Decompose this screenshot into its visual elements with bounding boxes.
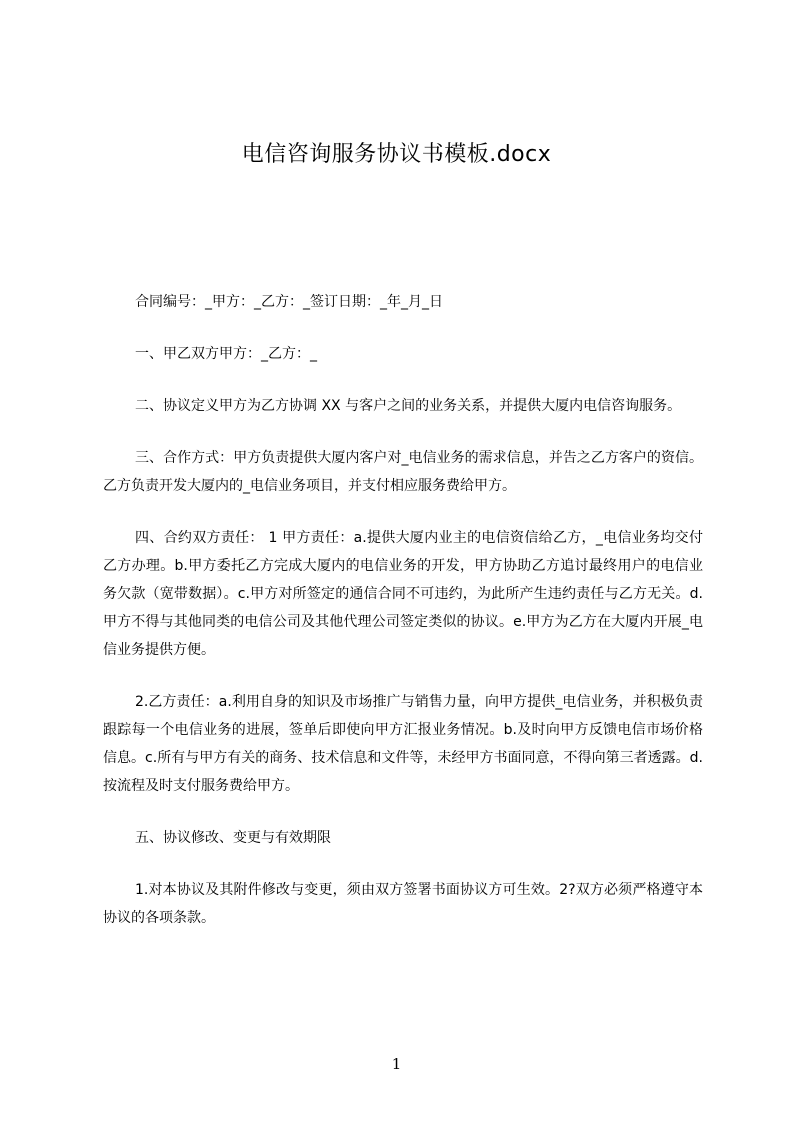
document-body bbox=[103, 288, 703, 956]
definition-paragraph: 二、协议定义甲方为乙方协调 XX 与客户之间的业务关系，并提供大厦内电信咨询服务。 bbox=[135, 398, 682, 414]
amendment-clause-paragraph: 1.对本协议及其附件修改与变更，须由双方签署书面协议方可生效。2?双方必须严格遵守本协议的各项条款。 bbox=[103, 882, 703, 926]
cooperation-paragraph: 三、合作方式：甲方负责提供大厦内客户对_电信业务的需求信息，并告之乙方客户的资信。乙方负责开发大厦内的_电信业务项目，并支付相应服务费给甲方。 bbox=[103, 450, 703, 494]
document-title: 电信咨询服务协议书模板.docx bbox=[241, 142, 552, 167]
page-number: 1 bbox=[391, 1055, 402, 1073]
party-a-responsibility-paragraph: 四、合约双方责任： 1 甲方责任：a.提供大厦内业主的电信资信给乙方，_电信业务均交付乙方办理。b.甲方委托乙方完成大厦内的电信业务的开发，甲方协助乙方追讨最终用户的电信业务欠款（宽带数据）。c.甲方对所签定的通信合同不可违约，为此所产生违约责任与乙方无关。d.甲方不得与其他同类的电信公司及其他代理公司签定类似的协议。e.甲方为乙方在大厦内开展_电信业务提供方便。 bbox=[103, 530, 703, 658]
parties-paragraph: 一、甲乙双方甲方：_乙方：_ bbox=[135, 346, 317, 362]
amendment-heading-paragraph: 五、协议修改、变更与有效期限 bbox=[135, 830, 331, 846]
party-b-responsibility-paragraph: 2.乙方责任：a.利用自身的知识及市场推广与销售力量，向甲方提供_电信业务，并积极负责跟踪每一个电信业务的进展，签单后即使向甲方汇报业务情况。b.及时向甲方反馈电信市场价格信息。c.所有与甲方有关的商务、技术信息和文件等，未经甲方书面同意，不得向第三者透露。d.按流程及时支付服务费给甲方。 bbox=[103, 694, 703, 794]
contract-header-paragraph: 合同编号：_甲方：_乙方：_签订日期：_年_月_日 bbox=[135, 294, 443, 310]
